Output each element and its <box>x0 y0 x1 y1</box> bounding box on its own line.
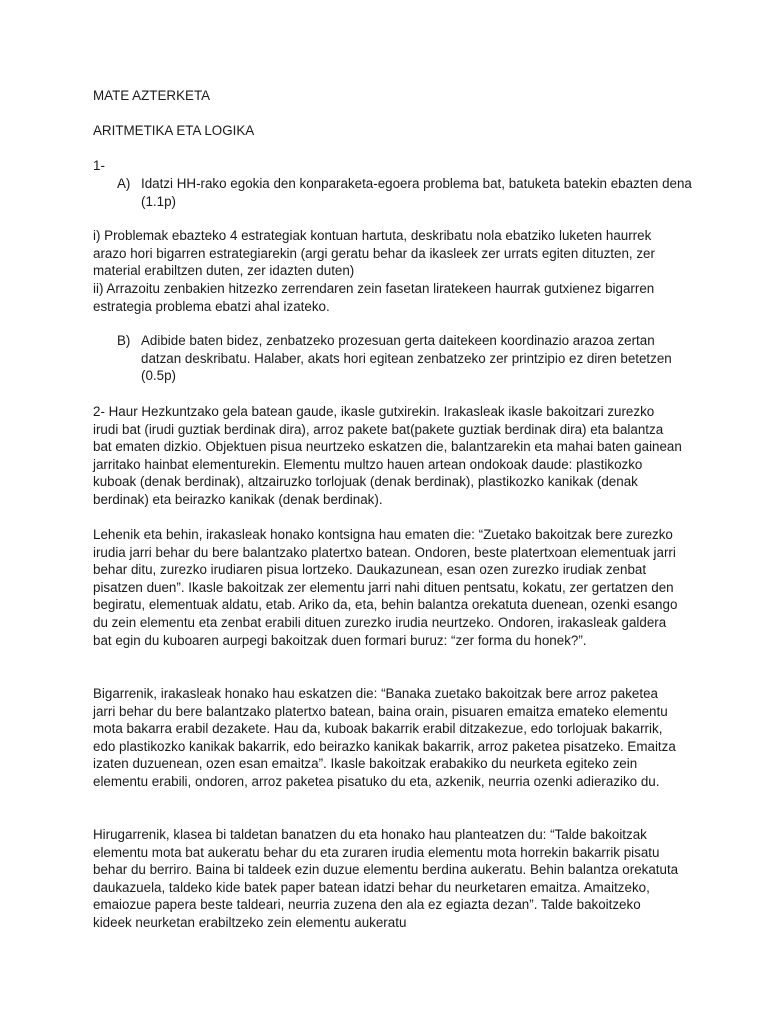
document-title: MATE AZTERKETA <box>93 88 211 103</box>
question-2-paragraph-2: Lehenik eta behin, irakasleak honako kontsigna hau ematen die: “Zuetako bakoitzak bere zurezko irudia jarri behar du bere balantzako platertxo batean. Ondoren, beste platertxoan elementuak jarri behar ditu, zurezko irudiaren pisua lortzeko. Daukazunean, esan ozen zurezko irudiak zenbat pisatzen duen”. Ikasle bakoitzak zer elementu jarri nahi dituen pentsatu, kokatu, zer gertatzen den begiratu, elementuak aldatu, etab. Ariko da, eta, behin balantza orekatuta duenean, ozenki esango du zein elementu eta zenbat erabili dituen zurezko irudia neurtzeko. Ondoren, irakasleak galdera bat egin du kuboaren aurpegi bakoitzak duen formari buruz: “zer forma du honek?”. <box>93 527 678 648</box>
question-2-paragraph-1: 2- Haur Hezkuntzako gela batean gaude, ikasle gutxirekin. Irakasleak ikasle bakoitzari zurezko irudi bat (irudi guztiak berdinak dira), arroz pakete bat(pakete guztiak berdinak dira) eta balantza bat ematen dizkio. Objektuen pisua neurtzeko eskatzen die, balantzarekin eta mahai baten gainean jarritako hainbat elementurekin. Elementu multzo hauen artean ondokoak daude: plastikozko kuboak (denak berdinak), altzairuzko torlojuak (denak berdinak), plastikozko kanikak (denak berdinak) eta beirazko kanikak (denak berdinak). <box>93 404 682 507</box>
question-1a-text: Idatzi HH-rako egokia den konparaketa-egoera problema bat, batuketa batekin ebazten dena (1.1p) <box>141 176 692 209</box>
question-1b-label: B) <box>117 333 131 348</box>
question-2-paragraph-3: Bigarrenik, irakasleak honako hau eskatzen die: “Banaka zuetako bakoitzak bere arroz paketea jarri behar du bere balantzako platertxo batean, baina orain, pisuaren emaitza emateko elementu mota bakarra erabil dezakete. Hau da, kuboak bakarrik erabil ditzakezue, edo torlojuak bakarrik, edo plastikozko kanikak bakarrik, edo beirazko kanikak bakarrik, arroz paketea pisatzeko. Emaitza izaten duzuenean, ozen esan emaitza”. Ikasle bakoitzak erabakiko du neurketa egiteko zein elementu erabili, ondoren, arroz paketea pisatuko du eta, azkenik, neurria ozenki adieraziko du. <box>93 686 676 789</box>
question-1-part-ii: ii) Arrazoitu zenbakien hitzezko zerrendaren zein fasetan liratekeen haurrak gutxienez bigarren estrategia problema ebatzi ahal izateko. <box>93 281 655 314</box>
question-2-paragraph-4: Hirugarrenik, klasea bi taldetan banatzen du eta honako hau planteatzen du: “Talde bakoitzak elementu mota bat aukeratu behar du eta zuraren irudia elementu mota horrekin bakarrik pisatu behar du berriro. Baina bi taldeek ezin duzue elementu berdina aukeratu. Behin balantza orekatuta daukazuela, taldeko kide batek paper batean idatzi behar du neurketaren emaitza. Amaitzeko, emaiozue papera beste taldeari, neurria zuzena den ala ez egiazta dezan”. Talde bakoitzeko kideek neurketan erabiltzeko zein elementu aukeratu <box>93 827 679 930</box>
question-1b-text: Adibide baten bidez, zenbatzeko prozesuan gerta daitekeen koordinazio arazoa zertan datzan deskribatu. Halaber, akats hori egitean zenbatzeko zer printzipio ez diren betetzen (0.5p) <box>141 333 672 384</box>
document-subtitle: ARITMETIKA ETA LOGIKA <box>93 123 255 138</box>
question-1b <box>117 332 697 385</box>
question-1a-label: A) <box>117 176 131 191</box>
question-1a <box>117 175 697 210</box>
question-1-number: 1- <box>93 158 105 173</box>
question-1-part-i: i) Problemak ebazteko 4 estrategiak kontuan hartuta, deskribatu nola ebatziko luketen haurrek arazo hori bigarren estrategiarekin (argi geratu behar da ikasleek zer urrats egiten dituzten, zer material erabiltzen duten, zer idazten duten) <box>93 228 655 279</box>
